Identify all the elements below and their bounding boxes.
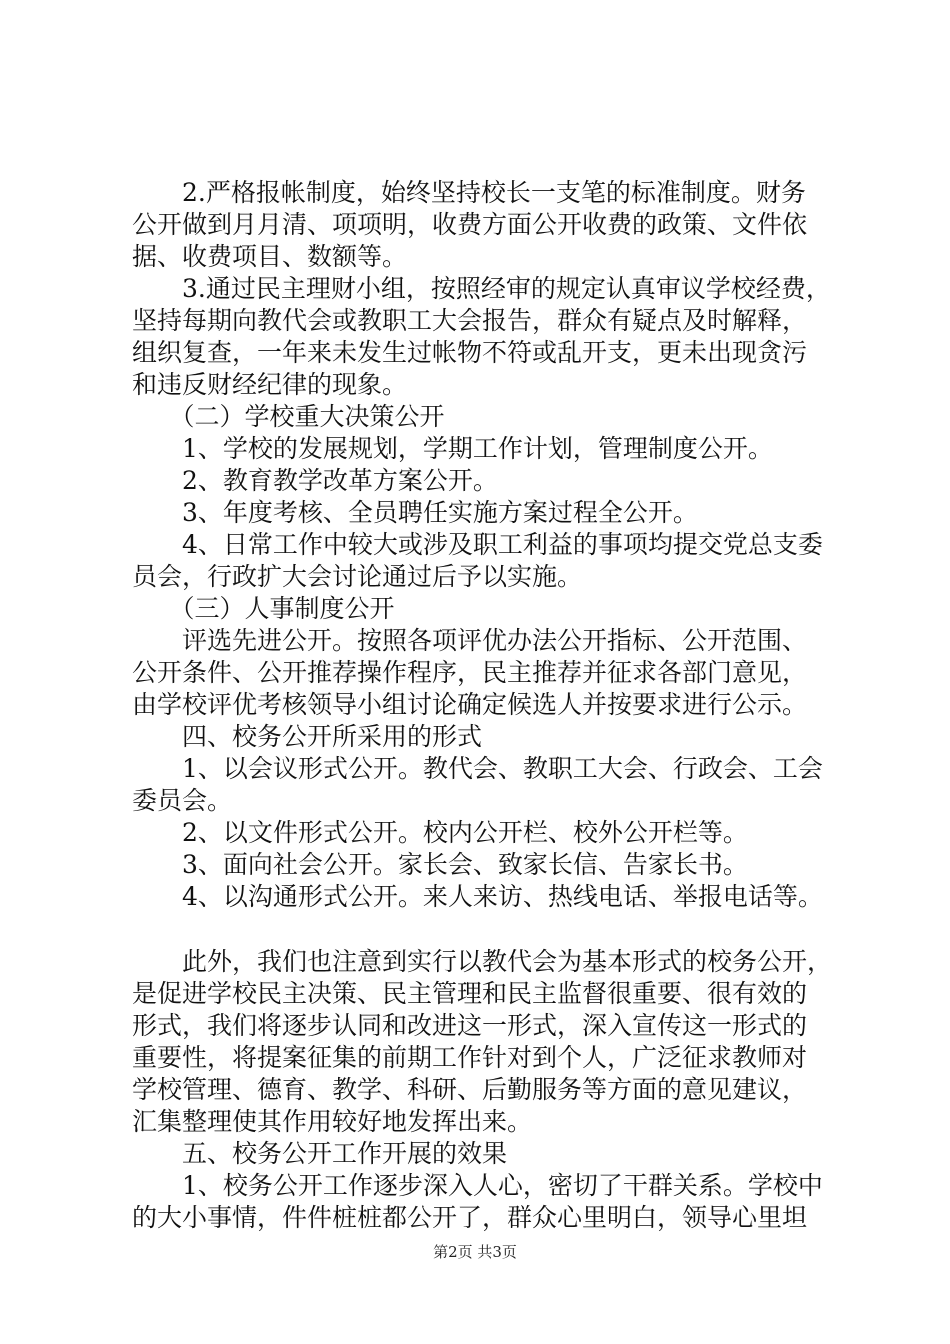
text-line: 4、日常工作中较大或涉及职工利益的事项均提交党总支委 [132,530,823,559]
text-line: 和违反财经纪律的现象。 [132,370,408,399]
text-line: 1、学校的发展规划，学期工作计划，管理制度公开。 [132,434,773,463]
text-line: 2.严格报帐制度，始终坚持校长一支笔的标准制度。财务 [132,178,806,207]
text-line: 1、以会议形式公开。教代会、教职工大会、行政会、工会 [132,754,823,783]
blank-line [132,913,832,946]
text-line: 委员会。 [132,786,233,815]
document-body [132,177,832,1234]
text-line: 3、年度考核、全员聘任实施方案过程全公开。 [132,498,698,527]
text-line: 重要性，将提案征集的前期工作针对到个人，广泛征求教师对 [132,1043,808,1072]
text-line: 3.通过民主理财小组，按照经审的规定认真审议学校经费， [132,274,831,303]
text-line: 是促进学校民主决策、民主管理和民主监督很重要、很有效的 [132,979,808,1008]
section-heading: （二）学校重大决策公开 [132,402,445,431]
text-line: 评选先进公开。按照各项评优办法公开指标、公开范围、 [132,626,808,655]
text-line: 员会，行政扩大会讨论通过后予以实施。 [132,562,583,591]
text-line: 组织复查，一年来未发生过帐物不符或乱开支，更未出现贪污 [132,338,808,367]
text-line: 汇集整理使其作用较好地发挥出来。 [132,1107,533,1136]
text-line: 2、以文件形式公开。校内公开栏、校外公开栏等。 [132,818,748,847]
text-line: 3、面向社会公开。家长会、致家长信、告家长书。 [132,850,748,879]
section-heading: 五、校务公开工作开展的效果 [132,1139,508,1168]
section-heading: （三）人事制度公开 [132,594,395,623]
text-line: 公开条件、公开推荐操作程序，民主推荐并征求各部门意见， [132,658,808,687]
text-line: 2、教育教学改革方案公开。 [132,466,498,495]
text-line: 1、校务公开工作逐步深入人心，密切了干群关系。学校中 [132,1171,823,1200]
page-number-footer: 第2页 共3页 [433,1243,517,1261]
text-line: 由学校评优考核领导小组讨论确定候选人并按要求进行公示。 [132,690,808,719]
text-line: 4、以沟通形式公开。来人来访、热线电话、举报电话等。 [132,882,823,911]
text-line: 的大小事情，件件桩桩都公开了，群众心里明白，领导心里坦 [132,1203,808,1232]
section-heading: 四、校务公开所采用的形式 [132,722,483,751]
text-line: 据、收费项目、数额等。 [132,242,408,271]
text-line: 此外，我们也注意到实行以教代会为基本形式的校务公开， [132,947,833,976]
text-line: 学校管理、德育、教学、科研、后勤服务等方面的意见建议， [132,1075,808,1104]
text-line: 形式，我们将逐步认同和改进这一形式，深入宣传这一形式的 [132,1011,808,1040]
text-line: 公开做到月月清、项项明，收费方面公开收费的政策、文件依 [132,210,808,239]
text-line: 坚持每期向教代会或教职工大会报告，群众有疑点及时解释， [132,306,808,335]
